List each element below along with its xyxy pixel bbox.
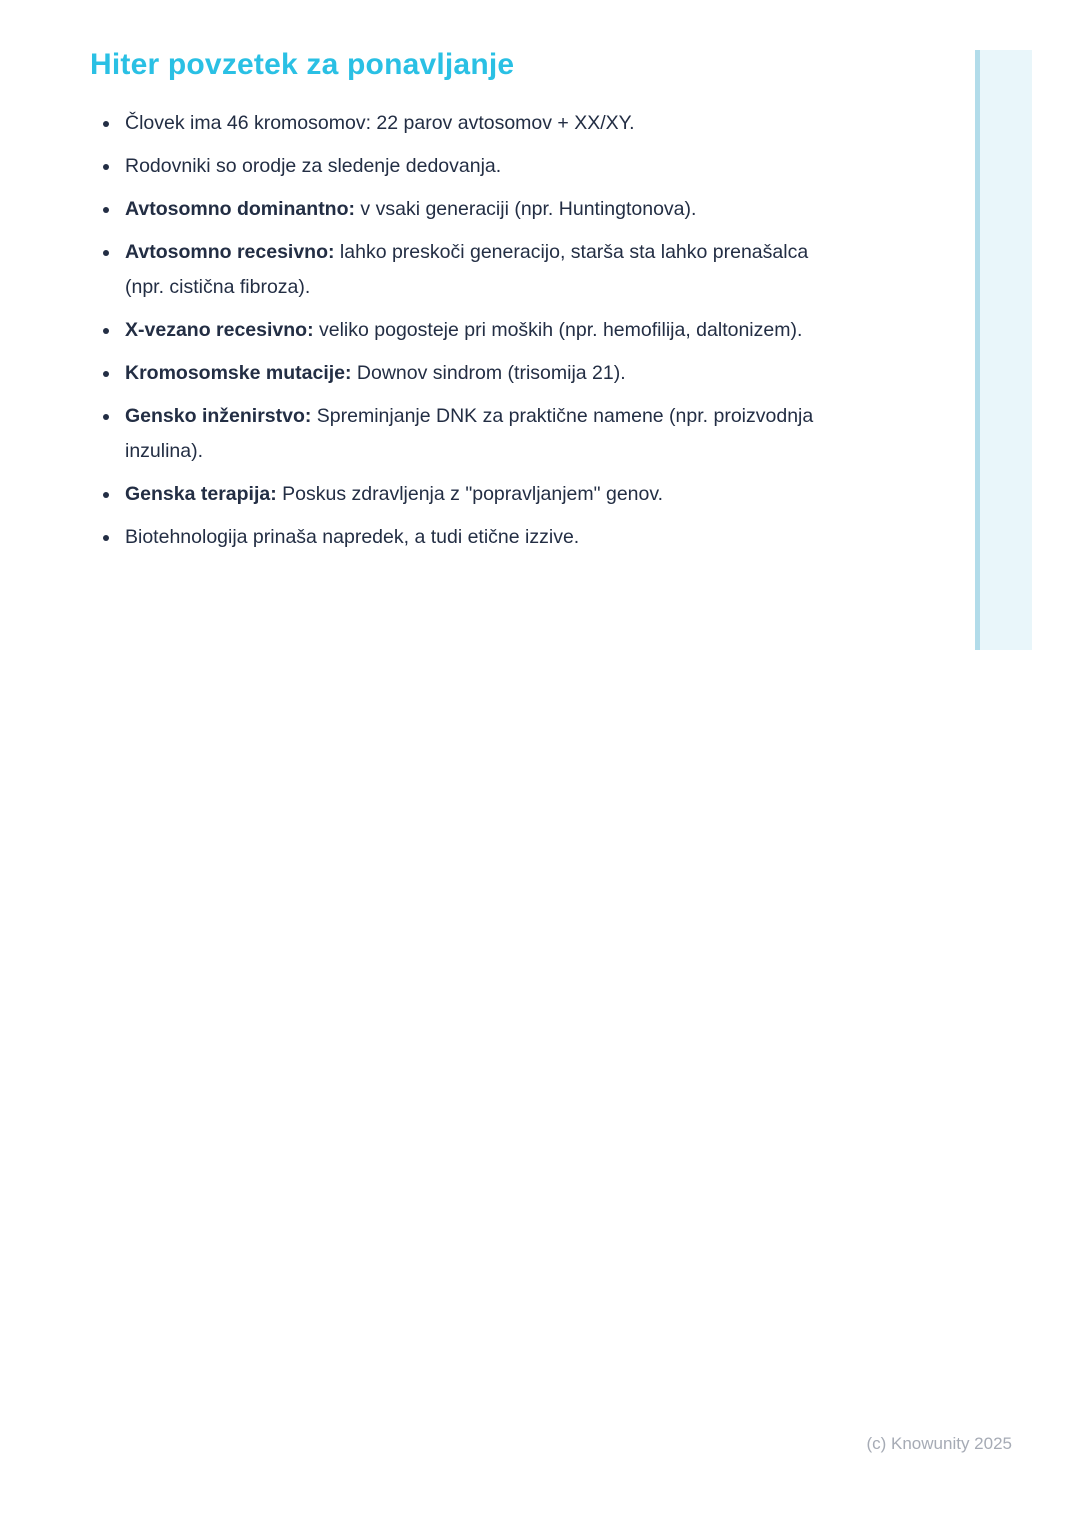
item-text: Človek ima 46 kromosomov: 22 parov avtosomov + XX/XY.: [125, 112, 635, 134]
item-text: Downov sindrom (trisomija 21).: [351, 362, 626, 384]
item-bold-label: Genska terapija:: [125, 483, 277, 505]
document-content: [90, 48, 850, 563]
item-text: Biotehnologija prinaša napredek, a tudi etične izzive.: [125, 526, 580, 548]
item-text: Rodovniki so orodje za sledenje dedovanja.: [125, 155, 502, 177]
list-item: [90, 477, 850, 512]
item-text: Spreminjanje DNK za praktične namene (npr. proizvodnja inzulina).: [125, 405, 814, 462]
list-item: [90, 106, 850, 141]
item-bold-label: Avtosomno recesivno:: [125, 241, 335, 263]
summary-list: [90, 106, 850, 555]
copyright-footer: (c) Knowunity 2025: [866, 1434, 1012, 1453]
list-item: [90, 313, 850, 348]
decorative-side-bar: [975, 50, 1032, 650]
list-item: [90, 149, 850, 184]
list-item: [90, 192, 850, 227]
item-text: veliko pogosteje pri moških (npr. hemofilija, daltonizem).: [313, 319, 803, 341]
item-bold-label: Kromosomske mutacije:: [125, 362, 352, 384]
list-item: [90, 235, 850, 305]
page-title: Hiter povzetek za ponavljanje: [90, 48, 515, 81]
list-item: [90, 399, 850, 469]
item-text: lahko preskoči generacijo, starša sta lahko prenašalca (npr. cistična fibroza).: [125, 241, 809, 298]
item-text: Poskus zdravljenja z "popravljanjem" genov.: [276, 483, 664, 505]
item-bold-label: X-vezano recesivno:: [125, 319, 314, 341]
item-bold-label: Gensko inženirstvo:: [125, 405, 312, 427]
list-item: [90, 520, 850, 555]
item-bold-label: Avtosomno dominantno:: [125, 198, 356, 220]
list-item: [90, 356, 850, 391]
item-text: v vsaki generaciji (npr. Huntingtonova).: [355, 198, 697, 220]
